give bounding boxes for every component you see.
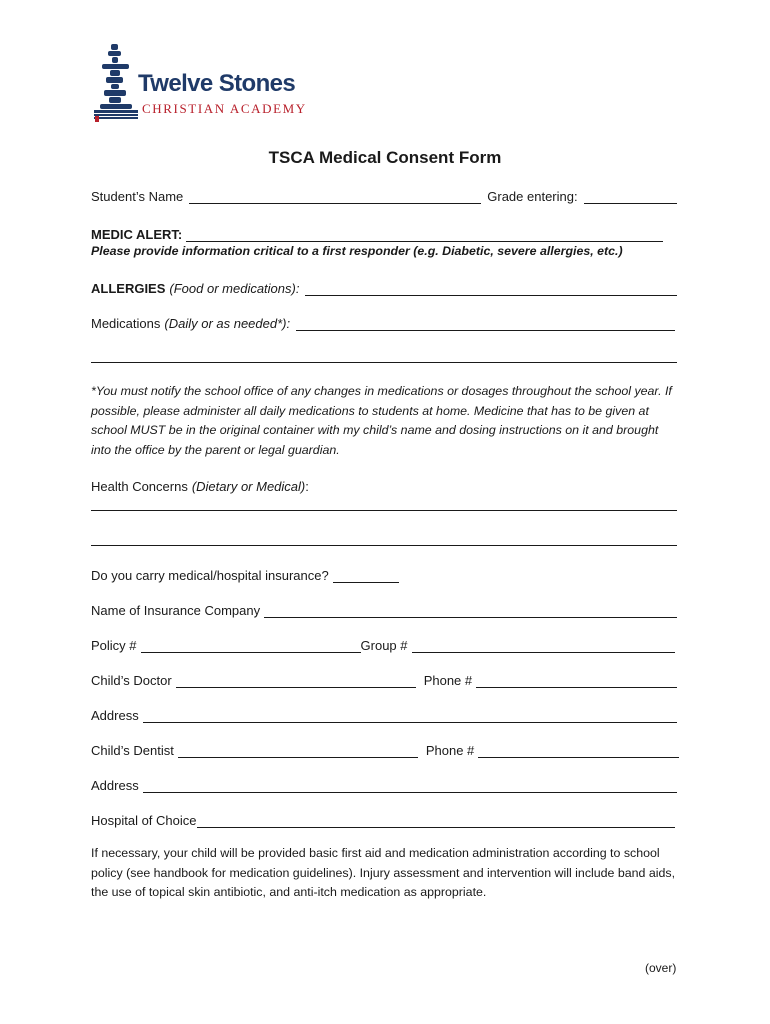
grade-field[interactable] [584, 190, 677, 204]
dentist-address-field[interactable] [143, 779, 677, 793]
medications-label: Medications [91, 316, 161, 331]
policy-group-row [91, 635, 675, 653]
hospital-field[interactable] [197, 814, 676, 828]
doctor-phone-field[interactable] [476, 674, 677, 688]
grade-label: Grade entering: [487, 189, 578, 204]
doctor-field[interactable] [176, 674, 416, 688]
medications-extra-line[interactable] [91, 362, 677, 363]
doctor-address-row [91, 705, 677, 723]
insurance-question-label: Do you carry medical/hospital insurance? [91, 568, 329, 583]
stacked-stones-icon [92, 42, 140, 122]
page-title: TSCA Medical Consent Form [268, 148, 502, 167]
dentist-label: Child’s Dentist [91, 743, 174, 758]
hospital-row [91, 810, 675, 828]
school-logo [92, 42, 332, 122]
medic-alert-field[interactable] [186, 228, 663, 242]
doctor-row [91, 670, 677, 688]
health-concerns-row [91, 476, 677, 494]
health-concerns-colon: : [305, 479, 309, 494]
insurance-company-label: Name of Insurance Company [91, 603, 261, 618]
student-name-label: Student’s Name [91, 189, 184, 204]
student-name-field[interactable] [189, 190, 481, 204]
medic-alert-row [91, 224, 663, 242]
logo-name: Twelve Stones [138, 70, 296, 97]
insurance-company-row [91, 600, 677, 618]
group-label: Group # [360, 638, 408, 653]
doctor-address-field[interactable] [143, 709, 677, 723]
allergies-row [91, 278, 677, 296]
dentist-field[interactable] [178, 744, 418, 758]
dentist-address-label: Address [91, 778, 139, 793]
group-field[interactable] [412, 639, 675, 653]
medications-row [91, 313, 675, 331]
medications-hint: (Daily or as needed*): [164, 316, 291, 331]
policy-label: Policy # [91, 638, 137, 653]
page-turn-note: (over) [645, 961, 677, 975]
policy-field[interactable] [141, 639, 361, 653]
dentist-phone-label: Phone # [425, 743, 475, 758]
first-aid-notice: If necessary, your child will be provided basic first aid and medication administration according to school policy (see handbook for medication guidelines). Injury assessment and intervention will include band aids, the use of topical skin antibiotic, and anti-itch medication as appropriate. [91, 846, 676, 899]
allergies-label: ALLERGIES [91, 281, 166, 296]
doctor-label: Child’s Doctor [91, 673, 172, 688]
medications-field[interactable] [296, 317, 675, 331]
student-name-row [91, 186, 677, 204]
health-concerns-line-2[interactable] [91, 545, 677, 546]
dentist-row [91, 740, 679, 758]
doctor-address-label: Address [91, 708, 139, 723]
health-concerns-hint: (Dietary or Medical) [191, 479, 306, 494]
medic-alert-note: Please provide information critical to a first responder (e.g. Diabetic, severe allergies, etc.) [91, 244, 623, 258]
allergies-field[interactable] [305, 282, 677, 296]
dentist-phone-field[interactable] [478, 744, 679, 758]
hospital-label: Hospital of Choice [91, 813, 197, 828]
insurance-company-field[interactable] [264, 604, 677, 618]
insurance-answer-field[interactable] [333, 569, 399, 583]
doctor-phone-label: Phone # [423, 673, 473, 688]
health-concerns-line-1[interactable] [91, 510, 677, 511]
dentist-address-row [91, 775, 677, 793]
logo-subtitle: CHRISTIAN ACADEMY [142, 101, 307, 116]
health-concerns-label: Health Concerns [91, 479, 188, 494]
allergies-hint: (Food or medications): [169, 281, 300, 296]
medication-notice: *You must notify the school office of any changes in medications or dosages throughout the school year. If possible, please administer all daily medications to students at home. Medicine that has to be given at school MUST be in the original container with my child’s name and dosing instructions on it and brought into the office by the parent or legal guardian. [91, 384, 672, 457]
medic-alert-label: MEDIC ALERT: [91, 227, 183, 242]
insurance-question-row [91, 565, 677, 583]
